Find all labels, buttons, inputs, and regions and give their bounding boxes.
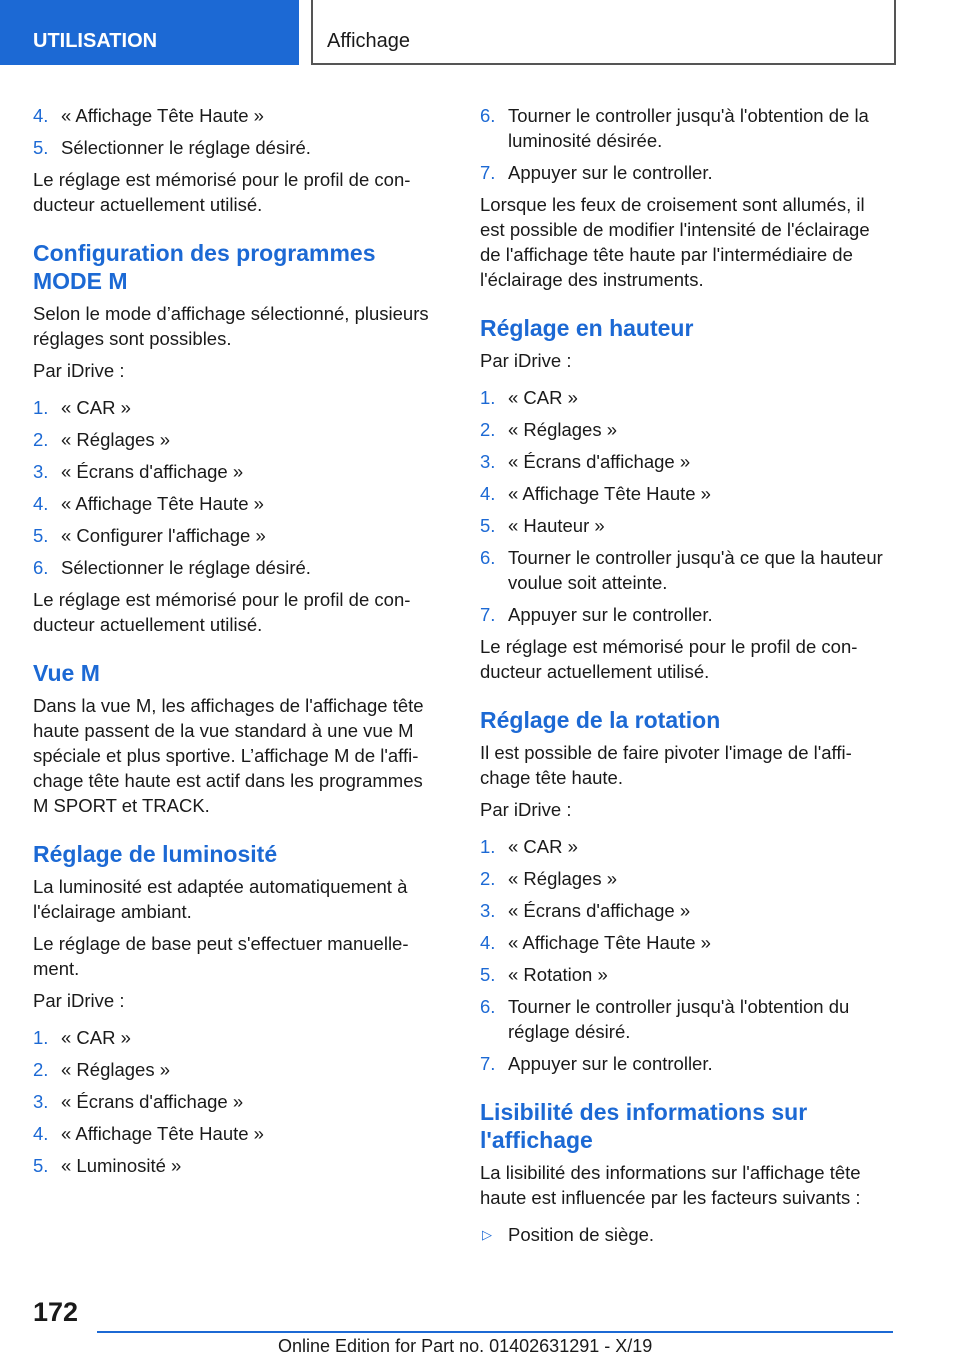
list-item-text: « CAR » (508, 387, 578, 408)
paragraph: Le réglage est mémorisé pour le profil de conducteur actuellement utilisé. (33, 169, 411, 215)
paragraph: Il est possible de faire pivoter l'image de l'affichage tête haute. (480, 742, 852, 788)
list-item (33, 1089, 443, 1114)
list-item (33, 427, 443, 452)
numbered-list (480, 834, 890, 1076)
paragraph: La lisibilité des informations sur l'affichage tête haute est influencée par les facteurs suivants : (480, 1162, 861, 1208)
list-item-number: 2. (33, 429, 49, 450)
paragraph: Par iDrive : (33, 360, 125, 381)
footer-divider (97, 1331, 893, 1333)
list-item-number: 7. (480, 162, 496, 183)
list-item (480, 1222, 890, 1247)
list-item-number: 2. (480, 419, 496, 440)
page-number: 172 (33, 1297, 79, 1327)
numbered-list (480, 385, 890, 627)
list-item (480, 962, 890, 987)
list-item (33, 395, 443, 420)
numbered-list (480, 103, 890, 185)
list-item-text: « Réglages » (508, 868, 618, 889)
list-item-number: 6. (33, 557, 49, 578)
list-item-number: 6. (480, 547, 496, 568)
list-item-text: « Écrans d'affichage » (61, 1091, 244, 1112)
header-title: Affichage (327, 30, 411, 52)
list-item-text: « CAR » (61, 1027, 131, 1048)
header-section (0, 0, 299, 65)
list-item-number: 1. (480, 836, 496, 857)
list-item-number: 6. (480, 996, 496, 1017)
section-heading: Configuration des programmes MODE M (33, 240, 376, 294)
list-item (33, 103, 443, 128)
paragraph: Par iDrive : (480, 799, 572, 820)
list-item-text: Sélectionner le réglage désiré. (61, 137, 311, 158)
list-item-number: 1. (33, 397, 49, 418)
list-item-number: 4. (33, 1123, 49, 1144)
paragraph: Par iDrive : (480, 350, 572, 371)
list-item-number: 4. (480, 483, 496, 504)
list-item (480, 834, 890, 859)
list-item-number: 4. (33, 493, 49, 514)
list-item (33, 459, 443, 484)
paragraph: Dans la vue M, les affichages de l'affichage tête haute passent de la vue standard à une vue M spéciale et plus sportive. L’affichage M de l'affichage tête haute est actif dans les programmes M SPORT et TRACK. (33, 695, 424, 816)
list-item-number: 6. (480, 105, 496, 126)
list-item-number: 4. (480, 932, 496, 953)
paragraph: Le réglage est mémorisé pour le profil de conducteur actuellement utilisé. (33, 589, 411, 635)
list-item-number: 5. (33, 525, 49, 546)
section-heading: Lisibilité des informations sur l'affichage (480, 1099, 808, 1153)
list-item-text: « Réglages » (61, 1059, 171, 1080)
list-item-text: « CAR » (508, 836, 578, 857)
list-item (480, 417, 890, 442)
list-item-text: « Affichage Tête Haute » (508, 483, 711, 504)
list-item (480, 994, 890, 1044)
triangle-right-icon: ▷ (482, 1227, 492, 1242)
list-item-text: Appuyer sur le controller. (508, 1053, 713, 1074)
list-item-number: 3. (33, 1091, 49, 1112)
left-column (33, 103, 443, 1185)
paragraph: Lorsque les feux de croisement sont allumés, il est possible de modifier l'intensité de l'éclairage de l'affichage tête haute par l'intermédiaire de l'éclairage des instruments. (480, 194, 870, 290)
list-item-text: « Affichage Tête Haute » (61, 105, 264, 126)
list-item-text: « CAR » (61, 397, 131, 418)
list-item-text: « Affichage Tête Haute » (61, 493, 264, 514)
list-item (480, 160, 890, 185)
list-item-text: « Rotation » (508, 964, 608, 985)
list-item-text: « Écrans d'affichage » (508, 451, 691, 472)
list-item-number: 3. (480, 451, 496, 472)
list-item (480, 513, 890, 538)
section-heading: Vue M (33, 660, 100, 686)
list-item (33, 135, 443, 160)
header-section-label: UTILISATION (33, 30, 158, 52)
bullet-list (480, 1222, 890, 1247)
list-item-number: 5. (33, 137, 49, 158)
header-title-box (311, 0, 896, 65)
list-item (480, 1051, 890, 1076)
list-item-number: 5. (480, 964, 496, 985)
list-item-number: 7. (480, 1053, 496, 1074)
list-item-number: 2. (480, 868, 496, 889)
footer-edition: Online Edition for Part no. 01402631291 - X/19 (278, 1336, 653, 1356)
list-item-number: 7. (480, 604, 496, 625)
list-item-text: « Affichage Tête Haute » (61, 1123, 264, 1144)
list-item-text: « Hauteur » (508, 515, 605, 536)
list-item-text: Tourner le controller jusqu'à l'obtention du réglage désiré. (508, 996, 850, 1042)
list-item-number: 5. (480, 515, 496, 536)
list-item-text: Appuyer sur le controller. (508, 162, 713, 183)
list-item (480, 866, 890, 891)
list-item (33, 1153, 443, 1178)
list-item (33, 491, 443, 516)
list-item (480, 545, 890, 595)
list-item (480, 481, 890, 506)
list-item-number: 5. (33, 1155, 49, 1176)
list-item-number: 4. (33, 105, 49, 126)
paragraph: Le réglage de base peut s'effectuer manuellement. (33, 933, 409, 979)
list-item-text: « Écrans d'affichage » (508, 900, 691, 921)
paragraph: Par iDrive : (33, 990, 125, 1011)
list-item (33, 555, 443, 580)
list-item (480, 449, 890, 474)
numbered-list (33, 103, 443, 160)
list-item-text: « Affichage Tête Haute » (508, 932, 711, 953)
list-item-text: Appuyer sur le controller. (508, 604, 713, 625)
list-item (33, 1025, 443, 1050)
list-item (480, 930, 890, 955)
list-item (480, 385, 890, 410)
list-item (480, 898, 890, 923)
paragraph: La luminosité est adaptée automatiquement à l'éclairage ambiant. (33, 876, 408, 922)
list-item-text: « Configurer l'affichage » (61, 525, 266, 546)
paragraph: Le réglage est mémorisé pour le profil de conducteur actuellement utilisé. (480, 636, 858, 682)
list-item (33, 523, 443, 548)
section-heading: Réglage en hauteur (480, 315, 694, 341)
list-item-number: 2. (33, 1059, 49, 1080)
list-item-number: 1. (33, 1027, 49, 1048)
section-heading: Réglage de luminosité (33, 841, 278, 867)
list-item (480, 103, 890, 153)
list-item (33, 1057, 443, 1082)
right-column (480, 103, 890, 1254)
list-item-number: 3. (480, 900, 496, 921)
list-item-text: Position de siège. (508, 1224, 655, 1245)
list-item-text: Tourner le controller jusqu'à ce que la hauteur voulue soit atteinte. (508, 547, 883, 593)
list-item (480, 602, 890, 627)
list-item-text: « Luminosité » (61, 1155, 182, 1176)
list-item-text: « Réglages » (508, 419, 618, 440)
list-item-number: 3. (33, 461, 49, 482)
list-item-text: Tourner le controller jusqu'à l'obtention de la luminosité désirée. (508, 105, 869, 151)
numbered-list (33, 1025, 443, 1178)
list-item-text: « Écrans d'affichage » (61, 461, 244, 482)
list-item (33, 1121, 443, 1146)
list-item-text: Sélectionner le réglage désiré. (61, 557, 311, 578)
numbered-list (33, 395, 443, 580)
paragraph: Selon le mode d’affichage sélectionné, plusieurs réglages sont possibles. (33, 303, 429, 349)
list-item-number: 1. (480, 387, 496, 408)
list-item-text: « Réglages » (61, 429, 171, 450)
section-heading: Réglage de la rotation (480, 707, 721, 733)
